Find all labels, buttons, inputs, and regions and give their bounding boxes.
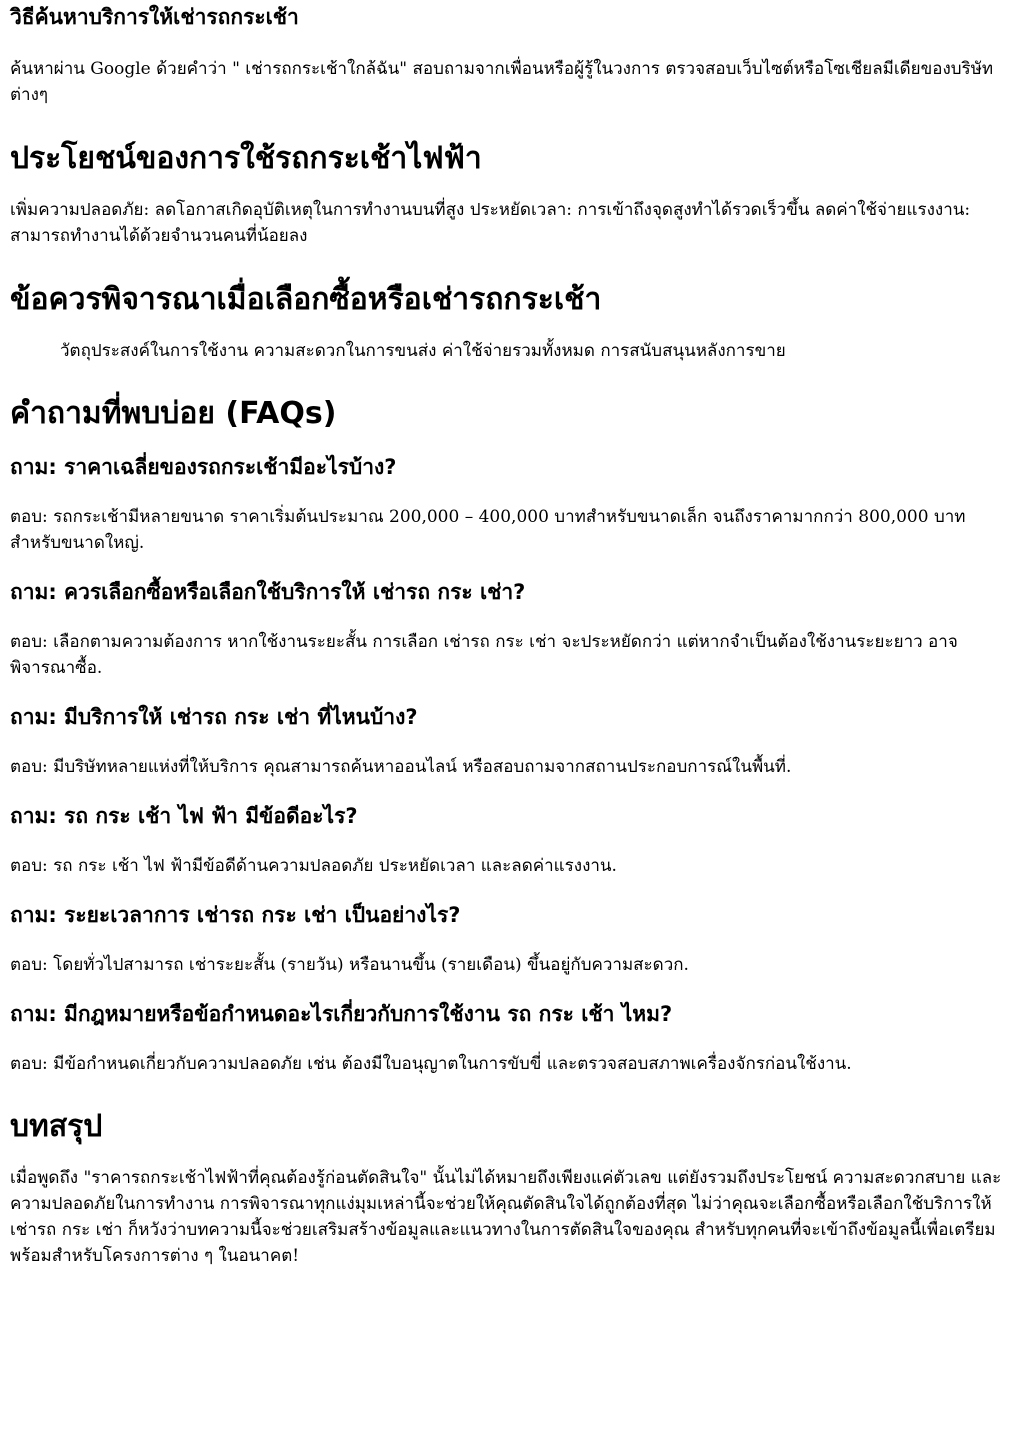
benefits-heading: ประโยชน์ของการใช้รถกระเช้าไฟฟ้า (10, 141, 482, 176)
considerations-text: วัตถุประสงค์ในการใช้งาน ความสะดวกในการขนส่ง ค่าใช้จ่ายรวมทั้งหมด การสนับสนุนหลังการขาย (60, 341, 786, 361)
faq-question: ถาม: ระยะเวลาการ เช่ารถ กระ เช่า เป็นอย่างไร? (10, 903, 461, 927)
faq-question: ถาม: รถ กระ เช้า ไฟ ฟ้า มีข้อดีอะไร? (10, 804, 358, 828)
faq-answer: ตอบ: โดยทั่วไปสามารถ เช่าระยะสั้น (รายวัน) หรือนานขึ้น (รายเดือน) ขึ้นอยู่กับความสะดวก. (10, 955, 689, 975)
faq-answer: ตอบ: มีบริษัทหลายแห่งที่ให้บริการ คุณสามารถค้นหาออนไลน์ หรือสอบถามจากสถานประกอบการณ์ในพื้นที่. (10, 757, 792, 777)
considerations-heading: ข้อควรพิจารณาเมื่อเลือกซื้อหรือเช่ารถกระเช้า (10, 282, 602, 317)
faq-answer: ตอบ: รถกระเช้ามีหลายขนาด ราคาเริ่มต้นประมาณ 200,000 – 400,000 บาทสำหรับขนาดเล็ก จนถึงราคามากกว่า 800,000 บาทสำหรับขนาดใหญ่. (10, 507, 966, 553)
faq-question: ถาม: มีกฎหมายหรือข้อกำหนดอะไรเกี่ยวกับการใช้งาน รถ กระ เช้า ไหม? (10, 1002, 673, 1026)
conclusion-text: เมื่อพูดถึง "ราคารถกระเช้าไฟฟ้าที่คุณต้องรู้ก่อนตัดสินใจ" นั้นไม่ได้หมายถึงเพียงแค่ตัวเลข แต่ยังรวมถึงประโยชน์ ความสะดวกสบาย และความปลอดภัยในการทำงาน การพิจารณาทุกแง่มุมเหล่านี้จะช่วยให้คุณตัดสินใจได้ถูกต้องที่สุด ไม่ว่าคุณจะเลือกซื้อหรือเลือกใช้บริการให้ เช่ารถ กระ เช่า ก็หวังว่าบทความนี้จะช่วยเสริมสร้างข้อมูลและแนวทางในการตัดสินใจของคุณ สำหรับทุกคนที่จะเข้าถึงข้อมูลนี้เพื่อเตรียมพร้อมสำหรับโครงการต่าง ๆ ในอนาคต! (10, 1168, 1002, 1266)
article (10, 0, 1014, 1269)
search-services-text: ค้นหาผ่าน Google ด้วยคำว่า " เช่ารถกระเช้าใกล้ฉัน" สอบถามจากเพื่อนหรือผู้รู้ในวงการ ตรวจสอบเว็บไซต์หรือโซเชียลมีเดียของบริษัทต่างๆ (10, 59, 994, 105)
search-services-heading: วิธีค้นหาบริการให้เช่ารถกระเช้า (10, 5, 299, 29)
faq-answer: ตอบ: มีข้อกำหนดเกี่ยวกับความปลอดภัย เช่น ต้องมีใบอนุญาตในการขับขี่ และตรวจสอบสภาพเครื่องจักรก่อนใช้งาน. (10, 1054, 852, 1074)
faq-answer: ตอบ: เลือกตามความต้องการ หากใช้งานระยะสั้น การเลือก เช่ารถ กระ เช่า จะประหยัดกว่า แต่หากจำเป็นต้องใช้งานระยะยาว อาจพิจารณาซื้อ. (10, 632, 958, 678)
conclusion-heading: บทสรุป (10, 1109, 103, 1144)
faq-question: ถาม: มีบริการให้ เช่ารถ กระ เช่า ที่ไหนบ้าง? (10, 705, 418, 729)
faq-question: ถาม: ราคาเฉลี่ยของรถกระเช้ามีอะไรบ้าง? (10, 455, 397, 479)
benefits-text: เพิ่มความปลอดภัย: ลดโอกาสเกิดอุบัติเหตุในการทำงานบนที่สูง ประหยัดเวลา: การเข้าถึงจุดสูงทำได้รวดเร็วขึ้น ลดค่าใช้จ่ายแรงงาน: สามารถทำงานได้ด้วยจำนวนคนที่น้อยลง (10, 200, 971, 246)
faq-answer: ตอบ: รถ กระ เช้า ไฟ ฟ้ามีข้อดีด้านความปลอดภัย ประหยัดเวลา และลดค่าแรงงาน. (10, 856, 617, 876)
faq-heading: คำถามที่พบบ่อย (FAQs) (10, 396, 337, 431)
faq-question: ถาม: ควรเลือกซื้อหรือเลือกใช้บริการให้ เช่ารถ กระ เช่า? (10, 580, 526, 604)
